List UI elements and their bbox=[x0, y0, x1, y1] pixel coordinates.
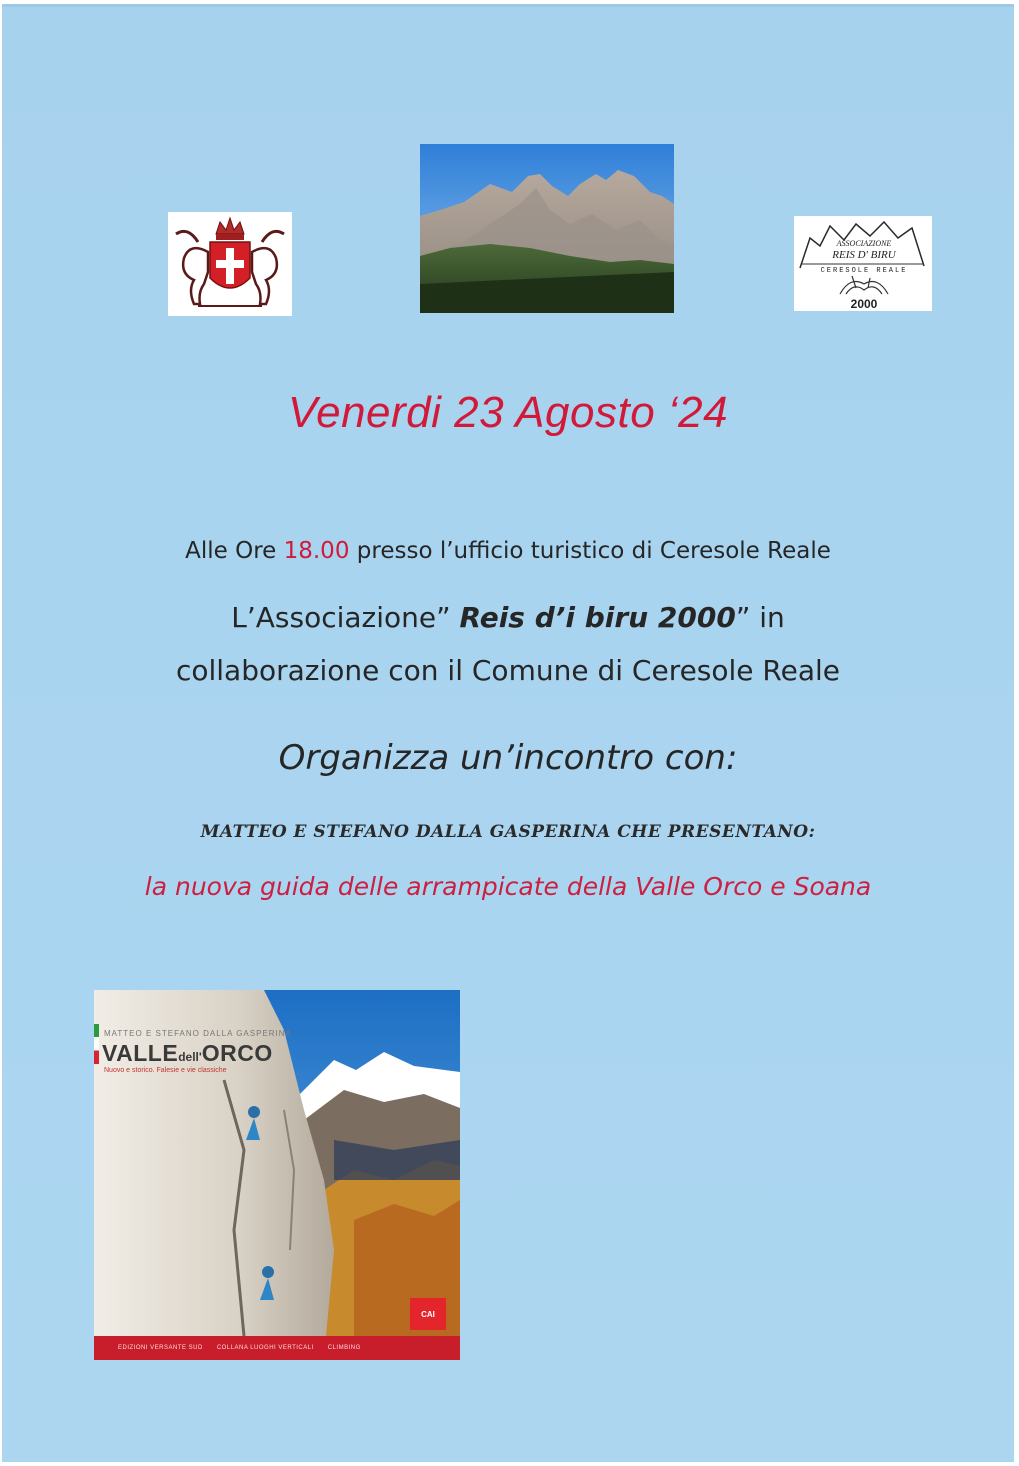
mountain-image bbox=[420, 144, 674, 313]
collaboration-line: collaborazione con il Comune di Ceresole Reale bbox=[175, 654, 841, 687]
book-footer bbox=[94, 1336, 460, 1360]
logo-line3: CERESOLE REALE bbox=[820, 267, 908, 275]
coat-of-arms-logo bbox=[168, 212, 292, 316]
assoc-suffix: ” in bbox=[735, 601, 785, 634]
book-title bbox=[102, 1040, 273, 1067]
logo-line1: ASSOCIAZIONE bbox=[836, 239, 892, 248]
logo-year: 2000 bbox=[850, 297, 878, 311]
book-title-c: ORCO bbox=[201, 1040, 273, 1066]
time-prefix: Alle Ore bbox=[185, 538, 277, 564]
scan-edge bbox=[2, 4, 1014, 7]
time-suffix: presso l’ufficio turistico di Ceresole Reale bbox=[356, 538, 831, 564]
book-footer-series: COLLANA LUOGHI VERTICALI bbox=[216, 1345, 314, 1351]
presenters-line: MATTEO E STEFANO DALLA GASPERINA CHE PRESENTANO: bbox=[200, 822, 816, 842]
assoc-name: Reis d’i biru 2000 bbox=[459, 601, 736, 634]
book-authors: MATTEO E STEFANO DALLA GASPERINA bbox=[104, 1029, 292, 1038]
event-date: Venerdi 23 Agosto ‘24 bbox=[287, 388, 729, 437]
association-logo-icon bbox=[794, 216, 932, 311]
topic-line: la nuova guida delle arrampicate della Valle Orco e Soana bbox=[144, 872, 872, 901]
logo-line2: REIS D' BIRU bbox=[832, 249, 896, 261]
book-title-b: dell' bbox=[178, 1050, 202, 1064]
book-title-a: VALLE bbox=[102, 1040, 179, 1066]
poster bbox=[2, 4, 1014, 1462]
event-time: 18.00 bbox=[283, 538, 350, 564]
assoc-prefix: L’Associazione” bbox=[231, 601, 451, 634]
cai-badge: CAI bbox=[410, 1298, 446, 1330]
association-line bbox=[2, 601, 1014, 634]
organizes-heading: Organizza un’incontro con: bbox=[278, 738, 738, 778]
coat-of-arms-icon bbox=[168, 212, 292, 316]
mountain-photo bbox=[420, 144, 674, 313]
book-subtitle: Nuovo e storico. Falesie e vie classiche bbox=[104, 1067, 227, 1074]
italian-flag-strip bbox=[94, 1024, 99, 1064]
association-logo bbox=[794, 216, 932, 311]
book-footer-genre: CLIMBING bbox=[327, 1345, 361, 1351]
book-cover bbox=[94, 990, 460, 1360]
book-footer-publisher: EDIZIONI VERSANTE SUD bbox=[118, 1345, 203, 1351]
time-line bbox=[2, 538, 1014, 564]
